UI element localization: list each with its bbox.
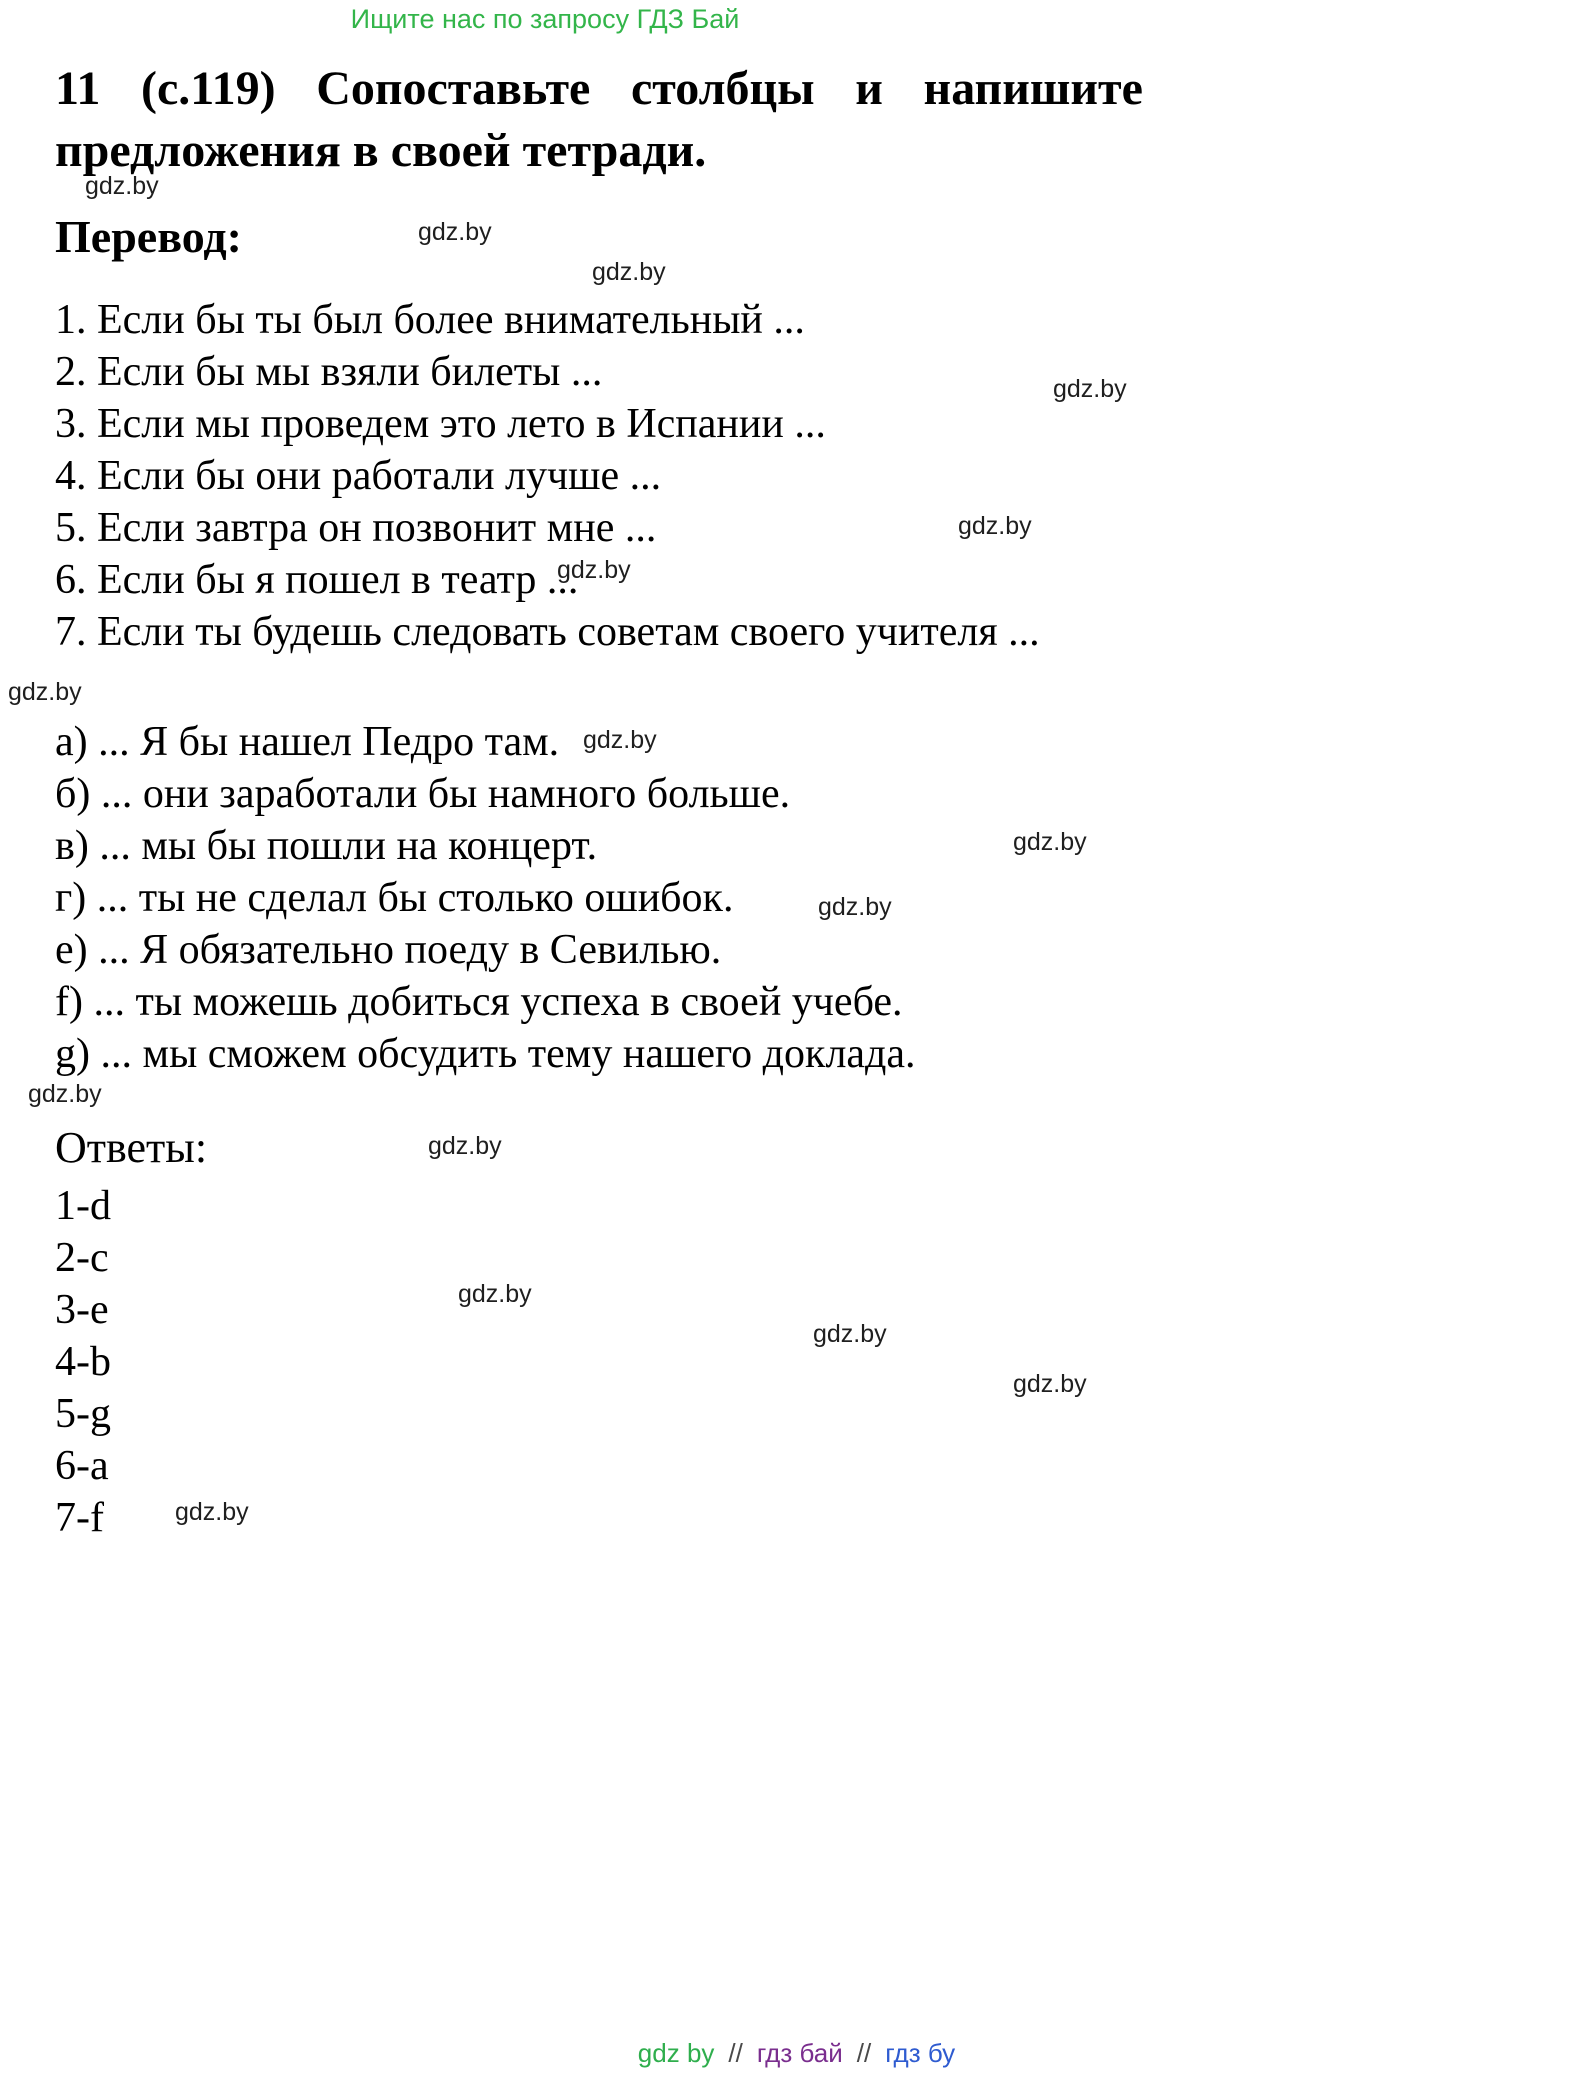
answer-item: 1-d [55, 1183, 111, 1229]
footer-link-gdz-by[interactable]: gdz by [637, 2038, 715, 2068]
translation-title: Перевод: [55, 211, 242, 262]
footer-link-gdz-bu[interactable]: гдз бу [885, 2038, 956, 2068]
translation-item: 7. Если ты будешь следовать советам своего учителя ... [55, 609, 1040, 655]
top-banner-text: Ищите нас по запросу ГДЗ Бай [350, 4, 740, 34]
watermark: gdz.by [958, 512, 1032, 540]
watermark: gdz.by [592, 258, 666, 286]
heading-word: напишите [923, 62, 1143, 115]
watermark: gdz.by [818, 893, 892, 921]
heading-word: и [855, 62, 883, 115]
watermark: gdz.by [1013, 1370, 1087, 1398]
translation-item: 6. Если бы я пошел в театр ... [55, 557, 579, 603]
option-item: g) ... мы сможем обсудить тему нашего доклада. [55, 1031, 916, 1077]
watermark: gdz.by [458, 1280, 532, 1308]
heading-word: (с.119) [140, 62, 276, 115]
watermark: gdz.by [8, 678, 82, 706]
heading-line-2: предложения в своей тетради. [55, 124, 707, 177]
watermark: gdz.by [418, 218, 492, 246]
translation-item: 4. Если бы они работали лучше ... [55, 453, 662, 499]
answer-item: 3-e [55, 1287, 109, 1333]
option-item: г) ... ты не сделал бы столько ошибок. [55, 875, 734, 921]
answer-item: 5-g [55, 1391, 111, 1437]
watermark: gdz.by [28, 1080, 102, 1108]
watermark: gdz.by [175, 1498, 249, 1526]
heading-word: столбцы [630, 62, 815, 115]
watermark: gdz.by [85, 172, 159, 200]
heading-word: 11 [55, 62, 101, 115]
footer-separator: // [856, 2038, 872, 2068]
answers-title: Ответы: [55, 1123, 208, 1172]
watermark: gdz.by [813, 1320, 887, 1348]
heading-word: Сопоставьте [316, 62, 591, 115]
answer-item: 2-c [55, 1235, 109, 1281]
option-item: f) ... ты можешь добиться успеха в своей учебе. [55, 979, 903, 1025]
footer-separator: // [728, 2038, 743, 2068]
heading-line-1 [55, 58, 1143, 120]
watermark: gdz.by [1013, 828, 1087, 856]
watermark: gdz.by [583, 726, 657, 754]
watermark: gdz.by [1053, 375, 1127, 403]
watermark: gdz.by [557, 556, 631, 584]
option-item: е) ... Я обязательно поеду в Севилью. [55, 927, 722, 973]
translation-item: 2. Если бы мы взяли билеты ... [55, 349, 603, 395]
answer-item: 4-b [55, 1339, 111, 1385]
translation-item: 1. Если бы ты был более внимательный ... [55, 297, 805, 343]
option-item: в) ... мы бы пошли на концерт. [55, 823, 598, 869]
answers-list [55, 1180, 111, 1544]
answer-item: 6-a [55, 1443, 109, 1489]
options-list [55, 716, 916, 1080]
answer-item: 7-f [55, 1495, 104, 1541]
watermark: gdz.by [428, 1132, 502, 1160]
exercise-heading [55, 58, 1143, 182]
footer [0, 2038, 1593, 2069]
translation-list [55, 294, 1040, 658]
option-item: a) ... Я бы нашел Педро там. [55, 719, 560, 765]
option-item: б) ... они заработали бы намного больше. [55, 771, 791, 817]
footer-link-gdz-bai[interactable]: гдз бай [756, 2038, 843, 2068]
translation-item: 3. Если мы проведем это лето в Испании ... [55, 401, 826, 447]
translation-item: 5. Если завтра он позвонит мне ... [55, 505, 657, 551]
